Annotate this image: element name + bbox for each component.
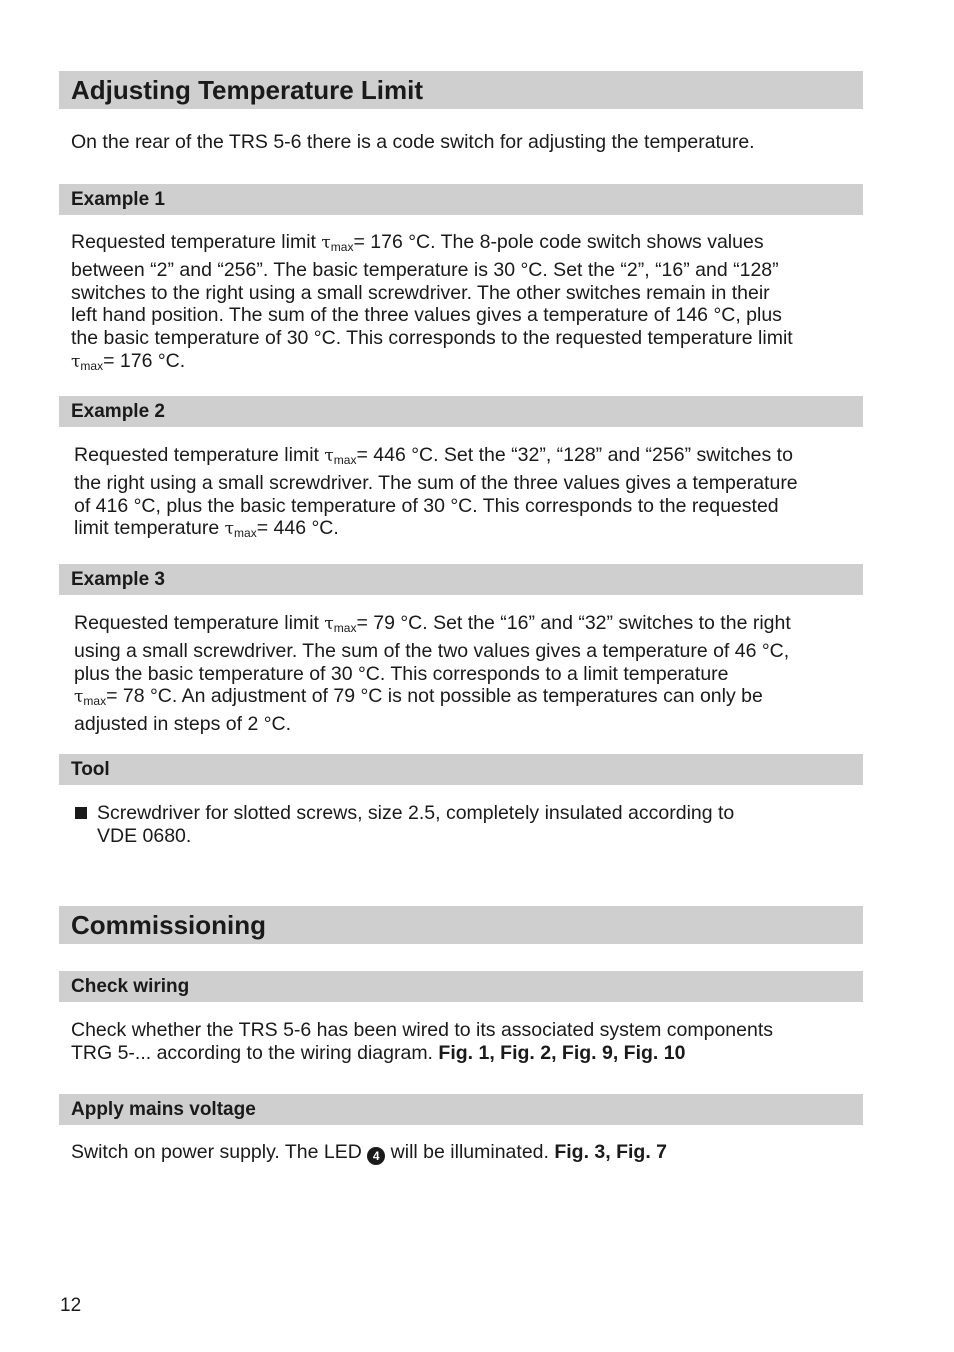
figure-reference: Fig. 3, Fig. 7: [554, 1141, 668, 1163]
section-heading-commissioning: Commissioning: [59, 906, 863, 944]
square-bullet-icon: [75, 807, 87, 819]
page-number: 12: [60, 1295, 82, 1316]
example-1-paragraph: Requested temperature limit $\tau_{max}= 176$ °C. The 8-pole code switch shows values between “2” and “256”. The basic temperature is 30 °C. Set the “2”, “16” and “128” switches to the right using a small screwdriver. The other switches remain in their left hand position. The sum of the three values gives a temperature of 146 °C, plus the basic temperature of 30 °C. This corresponds to the requested temperature limit $\tau_{max}= 176$ °C.: [71, 231, 793, 373]
subheading-example-1: Example 1: [59, 184, 863, 215]
intro-paragraph: On the rear of the TRS 5-6 there is a code switch for adjusting the temperature.: [71, 131, 755, 153]
figure-reference: Fig. 1, Fig. 2, Fig. 9, Fig. 10: [438, 1041, 686, 1064]
section-heading-adjusting-temperature-limit: Adjusting Temperature Limit: [59, 71, 863, 109]
led-number-icon: 4: [367, 1147, 385, 1165]
subheading-example-2: Example 2: [59, 396, 863, 427]
subheading-check-wiring: Check wiring: [59, 971, 863, 1002]
subheading-example-3: Example 3: [59, 564, 863, 595]
example-3-paragraph: Requested temperature limit $\tau_{max}= 79$ °C. Set the “16” and “32” switches to the right using a small screwdriver. The sum of the two values gives a temperature of 46 °C, plus the basic temperature of 30 °C. This corresponds to a limit temperature $\tau_{max}= 78$ °C. An adjustment of 79 °C is not possible as temperatures can only be adjusted in steps of 2 °C.: [74, 612, 791, 736]
example-2-paragraph: Requested temperature limit $\tau_{max}= 446$ °C. Set the “32”, “128” and “256” switches to the right using a small screwdriver. The sum of the three values gives a temperature of 416 °C, plus the basic temperature of 30 °C. This corresponds to the requested limit temperature $\tau_{max}= 446$ °C.: [74, 444, 798, 541]
check-wiring-paragraph: Check whether the TRS 5-6 has been wired to its associated system components TRG 5-... according to the wiring diagram. Fig. 1, Fig. 2, Fig. 9, Fig. 10: [71, 1019, 773, 1064]
subheading-apply-mains-voltage: Apply mains voltage: [59, 1094, 863, 1125]
apply-mains-voltage-paragraph: Switch on power supply. The LED 4 will be illuminated. Fig. 3, Fig. 7: [71, 1141, 668, 1163]
tool-bullet-text: Screwdriver for slotted screws, size 2.5, completely insulated according to VDE 0680.: [97, 802, 735, 847]
subheading-tool: Tool: [59, 754, 863, 785]
